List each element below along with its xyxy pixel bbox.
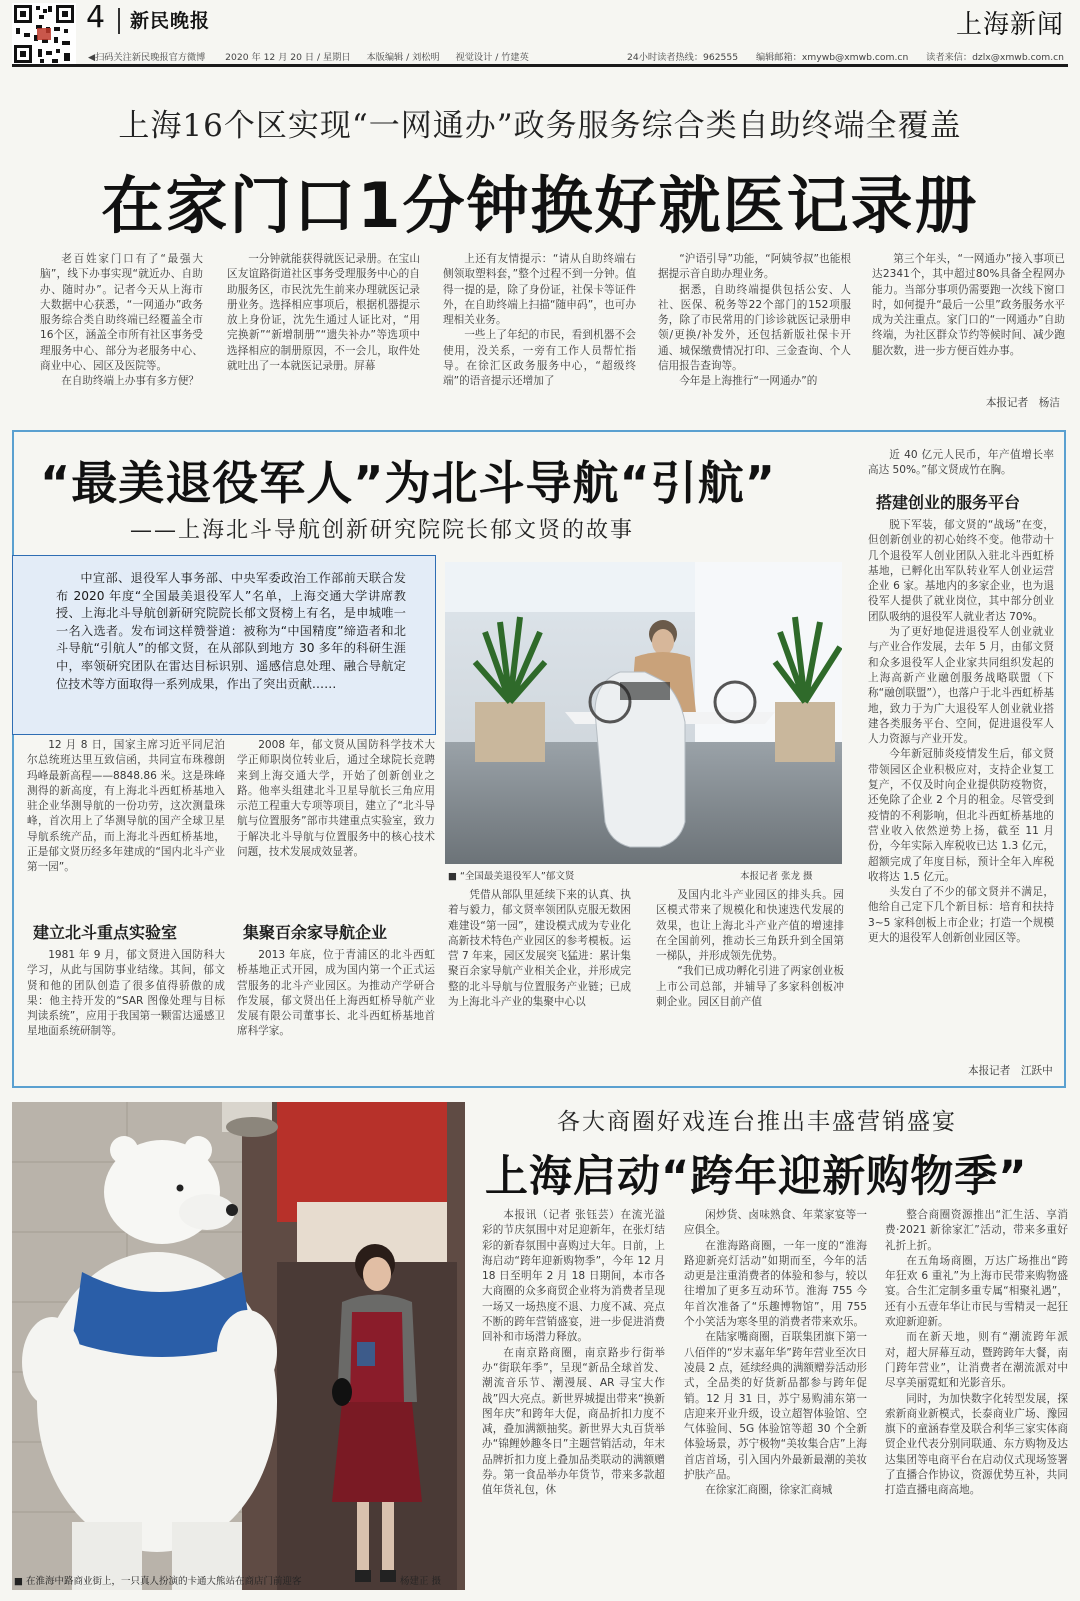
paragraph: “沪语引导”功能，“阿姨爷叔”也能根据提示音自助办理业务。 [658, 253, 851, 281]
paragraph: 老百姓家门口有了“最强大脑”，线下办事实现“就近办、自助办、随时办”。记者今天从上海市大数据中心获悉，“一网通办”政务服务综合类自助终端已经覆盖全市16个区，涵盖全市所有社区事务受理服务中心、部分为老服务中心、商业中心、园区及医院等。 [40, 253, 203, 373]
paragraph: 为了更好地促进退役军人创业就业与产业合作发展，去年 5 月，由郁文贤和众多退役军人企业家共同组织发起的上海高新产业融创服务战略联盟（下称“融创联盟”），也落户于北斗西虹桥基地，致力于为广大退役军人创业就业搭建各类服务平台、空间，促进退役军人人力资源与产业开发。 [868, 626, 1054, 746]
story3-photo-credit: 杨建正 摄 [400, 1576, 442, 1587]
designer-credit: 视觉设计 / 竹建英 [455, 52, 529, 63]
story1-column-1 [40, 252, 203, 410]
story2-column-1 [27, 738, 225, 910]
paragraph: 在淮海路商圈，一年一度的“淮海路迎新亮灯活动”如期而至，今年的活动更是注重消费者的体验和参与，较以往增加了更多互动环节。淮海 755 今年首次准备了“乐趣博物馆”，用 755 个小笑活为寒冬里的消费者带来欢乐。 [684, 1239, 867, 1329]
story2-subhead: ——上海北斗导航创新研究院院长郁文贤的故事 [130, 518, 635, 543]
story2-column-3 [448, 888, 631, 1078]
paragraph: 在自助终端上办事有多方便？ [61, 375, 199, 388]
paragraph: 今年是上海推行“一网通办”的 [679, 375, 818, 388]
story2-lead: 中宣部、退役军人事务部、中央军委政治工作部前天联合发布 2020 年度“全国最美退役军人”名单，上海交通大学讲席教授、上海北斗导航创新研究院院长郁文贤榜上有名，是申城唯一一名入选者。发布词这样赞誉道：被称为“中国精度”缔造者和北斗导航“引航人”的郁文贤，在从部队到地方 30 多年的科研生涯中，率领研究团队在雷达目标识别、遥感信息处理、融合导航定位技术等方面取得一系列成果，作出了突出贡献…… [56, 571, 406, 691]
story2-photo-credit: 本报记者 张龙 摄 [740, 871, 813, 882]
paragraph: 第三个年头，“一网通办”接入事项已达2341个，其中超过80%具备全程网办能力。当部分事项仍需要跑一次线下窗口时，如何提升“最后一公里”政务服务水平成为关注重点。家门口的“一网通办”自助终端，为社区群众节约等候时间、减少跑腿次数，进一步方便百姓办事。 [872, 253, 1065, 357]
paragraph: 12 月 8 日，国家主席习近平同尼泊尔总统班达里互致信函，共同宣布珠穆朗玛峰最新高程——8848.86 米。这是珠峰测得的新高度，有上海北斗西虹桥基地入驻企业华测导航的一份功劳，这次测量珠峰，首次用上了华测导航的国产全球卫星导航系统产品，而上海北斗西虹桥基地，正是郁文贤历经多年建成的“国内北斗产业第一园”。 [27, 739, 225, 874]
story2-byline: 本报记者 江跃中 [968, 1065, 1053, 1077]
story3-kicker: 各大商圈好戏连台推出丰盛营销盛宴 [557, 1109, 957, 1135]
story2-subhead-1: 建立北斗重点实验室 [33, 923, 178, 942]
story1-headline: 在家门口1分钟换好就医记录册 [101, 169, 979, 242]
scan-hint: ◀扫码关注新民晚报官方微博 [88, 52, 206, 63]
paragraph: 同时，为加快数字化转型发展，探索新商业新模式，长泰商业广场、豫园旗下的童涵春堂及联合利华三家实体商贸企业代表分别同联通、东方购物及达达集团等电商平台在启动仪式现场签署了直播合作协议，资源优势互补，共同打造直播电商高地。 [885, 1392, 1068, 1497]
paragraph: 本报讯（记者 张钰芸）在流光溢彩的节庆氛围中对足迎新年，在张灯结彩的新春氛围中喜购过大年。日前，上海启动“跨年迎新购物季”，今年 12 月 18 日至明年 2 月 18 日期间，本市各大商圈的众多商贸企业将为消费者呈现一场又一场热度不退、力度不减、亮点不断的跨年营销盛宴，进一步促进消费回补和市场潜力释放。 [482, 1209, 665, 1344]
page-number: 4 [86, 0, 106, 35]
paragraph: 一分钟就能获得就医记录册。在宝山区友谊路街道社区事务受理服务中心的自助服务区，市民沈先生前来办理就医记录册业务。选择相应事项后，根据机器提示放上身份证，沈先生通过人证比对，“用完换新”“新增制册”“遗失补办”等选项中选择相应的制册原因，不一会儿，取件处就吐出了一本就医记录册。屏幕 [227, 253, 420, 373]
editor-credit: 本版编辑 / 刘松明 [366, 52, 440, 63]
story3-column-2 [684, 1208, 867, 1590]
story3-headline: 上海启动“跨年迎新购物季” [485, 1152, 1028, 1202]
paper-name: 新民晚报 [130, 10, 211, 32]
section-title: 上海新闻 [955, 10, 1064, 40]
story1-byline: 本报记者 杨洁 [985, 397, 1060, 409]
paragraph: 上还有友情提示：“请从自助终端右侧领取塑料套，”整个过程不到一分钟。值得一提的是，除了身份证，社保卡等证件外，在自助终端上扫描“随申码”，也可办理相关业务。 [443, 253, 636, 327]
paragraph: 在徐家汇商圈，徐家汇商城 [705, 1484, 833, 1497]
paragraph: 据悉，自助终端提供包括公安、人社、医保、税务等22个部门的152项服务，除了市民常用的门诊诊就医记录册申领/更换/补发外，还包括新版社保卡开通、城保缴费情况打印、三金查询、个人信用报告查询等。 [658, 283, 851, 373]
story3-photo-caption: ■ 在淮海中路商业街上，一只真人扮演的卡通大熊站在商店门前迎客 [14, 1576, 302, 1587]
masthead-rule [12, 64, 1068, 67]
paragraph: “我们已成功孵化引进了两家创业板上市公司总部，并辅导了多家科创板冲刺企业。园区目前产值 [656, 965, 844, 1009]
story2-side-subhead: 搭建创业的服务平台 [876, 493, 1021, 512]
paragraph: 一些上了年纪的市民，看到机器不会使用，没关系，一旁有工作人员帮忙指导。在徐汇区政务服务中心，“超级终端”的语音提示还增加了 [443, 329, 636, 388]
paragraph: 脱下军装，郁文贤的“战场”在变，但创新创业的初心始终不变。他带动十几个退役军人创业团队入驻北斗西虹桥基地，已孵化出军队转业军人创业运营企业 6 家。基地内的多家企业，也为退役军人提供了就业岗位，其中部分创业团队吸纳的退役军人就业者达 70%。 [868, 519, 1054, 623]
paragraph: 闲炒货、卤味熟食、年菜家宴等一应俱全。 [684, 1209, 867, 1237]
story1-kicker: 上海16个区实现“一网通办”政务服务综合类自助终端全覆盖 [118, 108, 962, 144]
editor-email[interactable]: 编辑邮箱：xmywb@xmwb.com.cn [755, 52, 909, 63]
story2-column-1b [27, 948, 225, 1078]
story3-photo [12, 1102, 465, 1590]
paragraph: 2008 年，郁文贤从国防科学技术大学正师职岗位转业后，通过全球院长竞聘来到上海交通大学，开始了创新创业之路。他率头组建北斗卫星导航长三角应用示范工程重大专项等项目，建立了“北斗导航与位置服务”部市共建重点实验室，致力于解决北斗导航与位置服务中的核心技术问题，技术发展成效显著。 [237, 739, 435, 859]
paragraph: 在五角场商圈，万达广场推出“跨年狂欢 6 重礼”为上海市民带来购物盛宴。合生汇定制多重专属“相聚礼遇”，还有小五壹年华让市民与雪精灵一起狂欢迎新迎新。 [885, 1254, 1068, 1329]
reader-hotline: 24小时读者热线：962555 [627, 52, 739, 63]
story2-headline: “最美退役军人”为北斗导航“引航” [40, 456, 776, 510]
paragraph: 而在新天地，则有“潮流跨年派对，超大屏幕互动，暨跨跨年大餐，南门跨年营业”，让消费者在潮流派对中尽享美丽霓虹和光影音乐。 [885, 1331, 1068, 1390]
paragraph: 及国内北斗产业园区的排头兵。园区模式带来了规模化和快速迭代发展的效果，也让上海北斗产业产值的增速排在全国前列，推动长三角跃升到全国第一梯队，并形成领先优势。 [656, 889, 844, 963]
paragraph: 在陆家嘴商圈，百联集团旗下第一八佰伴的“岁末嘉年华”跨年营业至次日凌晨 2 点，延续经典的满额赠券活动形式，全品类的好货新品都参与跨年促销。12 月 31 日，苏宁易购浦东第一店迎来开业升级，设立超智体验馆、空气体验间、5G 体验馆等超 30 个全新体验场景，苏宁极物“美妆集合店”上海首店首场，引入国内外最新最潮的美妆护肤产品。 [684, 1331, 867, 1482]
issue-date: 2020 年 12 月 20 日 / 星期日 [225, 52, 351, 63]
paragraph: 在南京路商圈，南京路步行街举办“街联年季”，呈现“新品全球首发、潮流音乐节、潮漫展、AR 寻宝大作战”四大亮点。新世界城提出带来“换新图年庆”和跨年大促，商品折扣力度不减，叠加满额抽奖。新世界大丸百货举办“锦鲤妙趣冬日”主题营销活动，年末品牌折扣力度上叠加品类联动的满额赠券。第一食品举办年货节，带来多款超值年货礼包，休 [482, 1346, 665, 1497]
story3-column-1 [482, 1208, 665, 1590]
story1-column-3 [443, 252, 636, 410]
story2-column-2b [237, 948, 435, 1078]
paragraph: 1981 年 9 月，郁文贤进入国防科大学习，从此与国防事业结缘。其间，郁文贤和他的团队创造了很多值得骄傲的成果：他主持开发的“SAR 图像处理与目标判读系统”，应用于我国第一颗雷达遥感卫星地面系统研制等。 [27, 949, 225, 1038]
story3-column-3 [885, 1208, 1068, 1590]
story1-column-2 [227, 252, 420, 410]
paragraph: 凭借从部队里延续下来的认真、执着与毅力，郁文贤率领团队克服无数困难建设“第一园”，建设模式成为专业化高新技术特色产业园区的参考模板。运营 7 年来，园区发展突飞猛进：累计集聚百余家导航产业相关企业，并形成完整的北斗导航与位置服务产业链；已成为上海北斗产业的集聚中心以 [448, 889, 631, 1009]
story2-side-cont [868, 448, 1054, 484]
story2-photo-caption: ■ “全国最美退役军人”郁文贤 [448, 871, 575, 882]
qr-code[interactable] [12, 3, 76, 65]
story2-column-4 [656, 888, 844, 1078]
story2-column-2 [237, 738, 435, 910]
story2-photo [445, 562, 842, 864]
paragraph: 近 40 亿元人民币，年产值增长率高达 50%。”郁文贤成竹在胸。 [868, 449, 1054, 477]
story1-column-5 [872, 252, 1065, 392]
masthead-divider [118, 8, 120, 34]
paragraph: 今年新冠肺炎疫情发生后，郁文贤带领园区企业积极应对，支持企业复工复产，不仅及时向企业提供防疫物资，还免除了企业 2 个月的租金。尽管受到疫情的不利影响，但北斗西虹桥基地的营业收入依然逆势上扬，截至 11 月份，今年实际入库税收已达 1.3 亿元，超额完成了年度目标，预计全年入库税收将达 1.5 亿元。 [868, 748, 1054, 883]
story2-side-column [868, 518, 1054, 1066]
paragraph: 整合商圈资源推出“汇生活、享消费·2021 新徐家汇”活动，带来多重好礼折上折。 [885, 1209, 1068, 1252]
story2-subhead-2: 集聚百余家导航企业 [243, 923, 388, 942]
paragraph: 2013 年底，位于青浦区的北斗西虹桥基地正式开园，成为国内第一个正式运营服务的北斗产业园区。为推动产学研合作发展，郁文贤出任上海西虹桥导航产业发展有限公司董事长、北斗西虹桥基地首席科学家。 [237, 949, 435, 1038]
paragraph: 头发白了不少的郁文贤并不满足，他给自己定下几个新目标：培育和扶持 3~5 家科创板上市企业；打造一个规模更大的退役军人创新创业园区等。 [868, 886, 1054, 945]
reader-email[interactable]: 读者来信：dzlx@xmwb.com.cn [926, 52, 1064, 63]
story1-column-4 [658, 252, 851, 410]
